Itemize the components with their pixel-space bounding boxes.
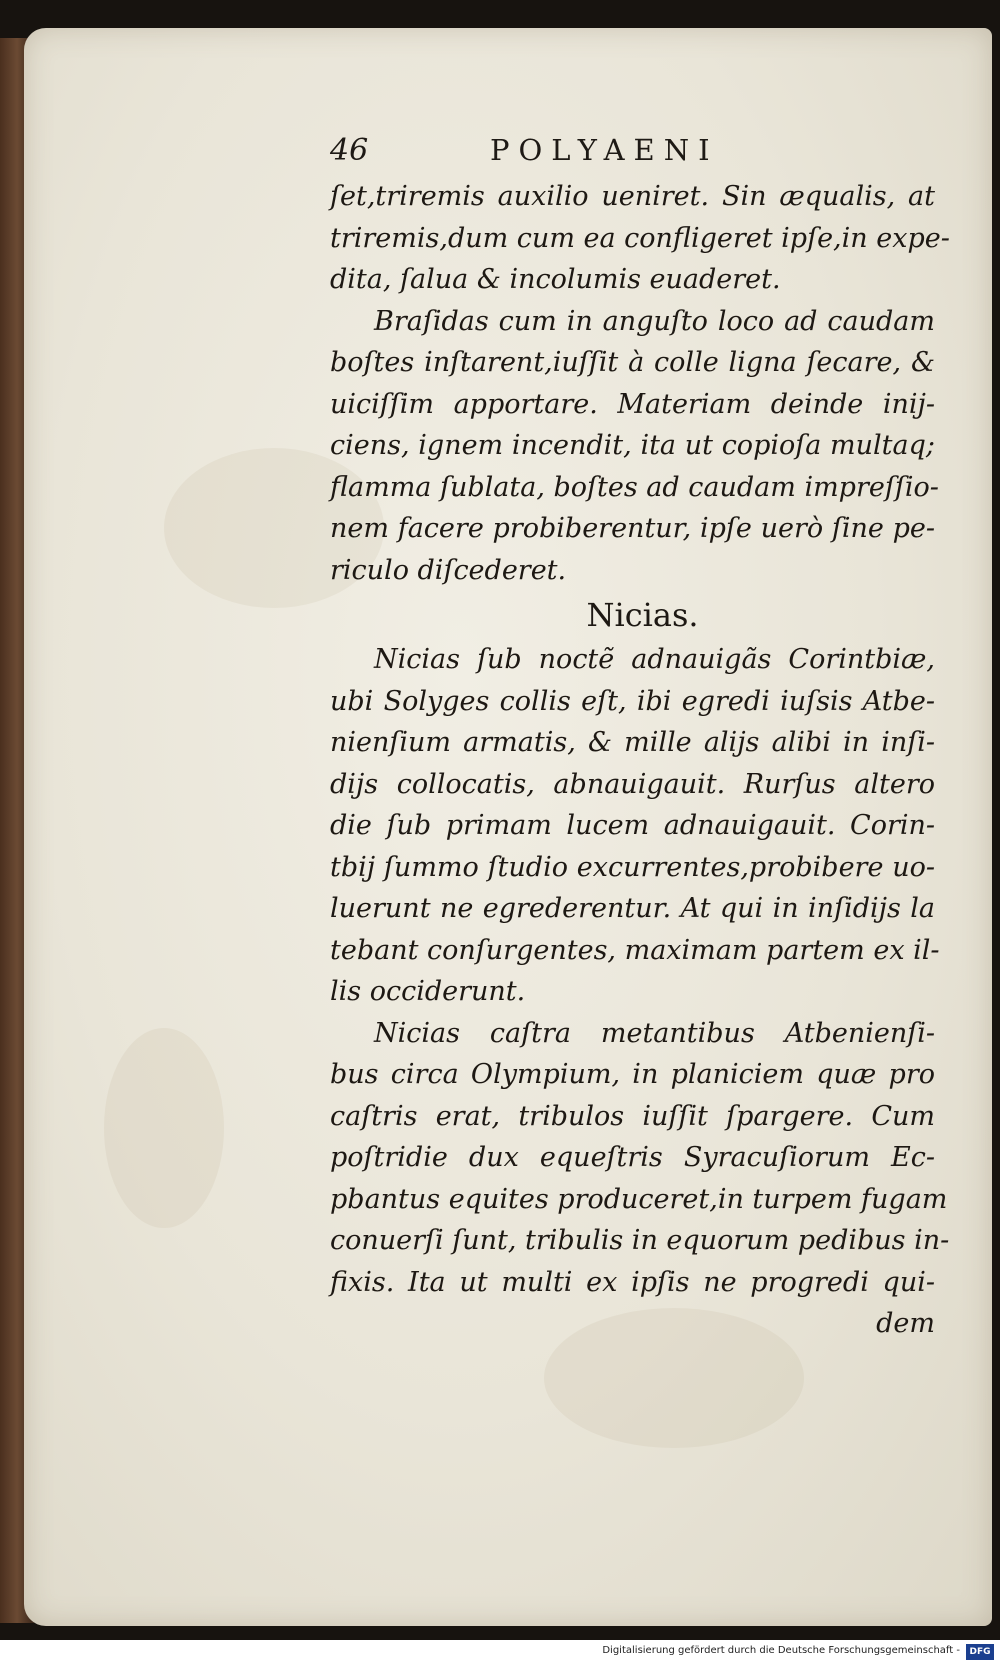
- text-line: triremis,dum cum ea confligeret ipſe,in expe-: [330, 222, 950, 254]
- text-line: luerunt ne egrederentur. At qui in inſidijs la: [330, 893, 935, 924]
- text-line: conuerſi ſunt, tribulis in equorum pedibus in-: [330, 1225, 950, 1256]
- text-line: lis occiderunt.: [330, 976, 526, 1007]
- body-text: [330, 176, 950, 1345]
- paper-stain: [104, 1028, 224, 1228]
- text-line: boſtes inſtarent,iuſſit à colle ligna ſecare, &: [330, 347, 935, 378]
- text-line: poſtridie dux equeſtris Syracuſiorum Ec-: [330, 1142, 935, 1173]
- text-line: ciens, ignem incendit, ita ut copioſa multaq;: [330, 430, 935, 461]
- text-line: dita, ſalua & incolumis euaderet.: [330, 264, 781, 295]
- text-line: caſtris erat, tribulos iuſſit ſpargere. Cum: [330, 1100, 935, 1132]
- text-line: ubi Solyges collis eſt, ibi egredi iuſsis Atbe-: [330, 685, 935, 717]
- text-line: die ſub primam lucem adnauigauit. Corin-: [330, 810, 935, 841]
- text-line: dijs collocatis, abnauigauit. Rurſus altero: [330, 768, 935, 800]
- funding-credit: Digitalisierung gefördert durch die Deutsche Forschungsgemeinschaft -: [602, 1645, 960, 1656]
- text-line: nienſium armatis, & mille alijs alibi in inſi-: [330, 727, 935, 758]
- text-line: bus circa Olympium, in planiciem quæ pro: [330, 1059, 935, 1090]
- text-line: flamma ſublata, boſtes ad caudam impreſſio-: [330, 471, 939, 503]
- dfg-logo-icon: DFG: [966, 1644, 994, 1660]
- text-line: tebant conſurgentes, maximam partem ex il-: [330, 934, 940, 966]
- section-title: Nicias.: [586, 596, 699, 634]
- page-header: [330, 133, 930, 173]
- text-line: riculo diſcederet.: [330, 554, 567, 586]
- text-line: fixis. Ita ut multi ex ipſis ne progredi qui-: [330, 1266, 935, 1298]
- text-line: tbij ſummo ſtudio excurrentes,probibere uo-: [330, 851, 935, 883]
- text-line: Braſidas cum in anguſto loco ad caudam: [374, 305, 935, 337]
- footer-bar: [0, 1640, 1000, 1666]
- text-line: pbantus equites produceret,in turpem fugam: [330, 1183, 948, 1215]
- text-line: Nicias ſub noctẽ adnauigãs Corintbiæ,: [374, 644, 935, 675]
- text-line: ſet,triremis auxilio ueniret. Sin æqualis, at: [330, 181, 935, 212]
- page-number: 46: [330, 133, 369, 168]
- text-line: Nicias caſtra metantibus Atbenienſi-: [374, 1017, 935, 1049]
- text-line: nem facere probiberentur, ipſe uerò ſine pe-: [330, 513, 935, 544]
- text-line: uiciſſim apportare. Materiam deinde inij-: [330, 388, 935, 420]
- running-head: POLYAENI: [490, 133, 719, 167]
- catchword: dem: [876, 1308, 935, 1339]
